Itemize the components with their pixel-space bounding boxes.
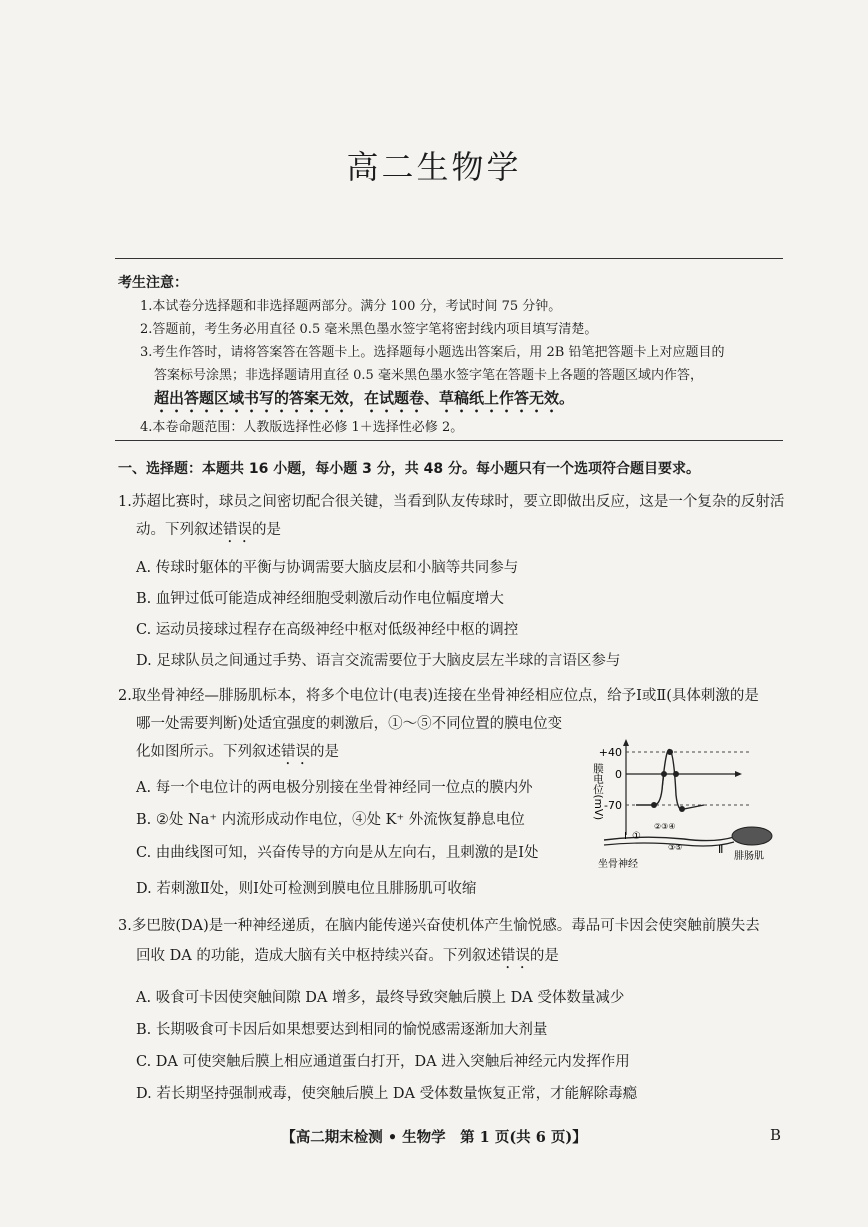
point-3 — [667, 749, 673, 755]
notice-item-4: 4.本卷命题范围：人教版选择性必修 1＋选择性必修 2。 — [140, 420, 464, 435]
label-sites-234: ②③④ — [654, 822, 676, 831]
y-axis-arrow — [623, 739, 629, 746]
label-site-1: ① — [632, 831, 641, 842]
notice-block — [118, 272, 788, 439]
action-potential-curve — [636, 750, 704, 810]
q3-option-a: A. 吸食可卡因使突触间隙 DA 增多，最终导致突触后膜上 DA 受体数量减少 — [136, 990, 625, 1006]
q2-option-c: C. 由曲线图可知，兴奋传导的方向是从左向右，且刺激的是Ⅰ处 — [136, 845, 539, 861]
q2-stem-line3 — [136, 740, 339, 768]
point-4 — [673, 771, 679, 777]
q1-emphasis: 错误 — [223, 522, 252, 538]
notice-heading: 考生注意： — [118, 275, 188, 291]
q3-option-d: D. 若长期坚持强制戒毒，使突触后膜上 DA 受体数量恢复正常，才能解除毒瘾 — [136, 1086, 638, 1102]
gastrocnemius-muscle — [732, 827, 772, 845]
tick-plus40: +40 — [598, 746, 622, 759]
point-1 — [651, 802, 657, 808]
label-stim-I: Ⅰ — [624, 831, 627, 842]
notice-item-3-emphasis: 超出答题区域书写的答案无效，在试题卷、草稿纸上作答无效。 — [154, 389, 575, 407]
q2-stem-line2: 哪一处需要判断)处适宜强度的刺激后，①～⑤不同位置的膜电位变 — [136, 716, 563, 732]
q2-option-a: A. 每一个电位计的两电极分别接在坐骨神经同一位点的膜内外 — [136, 780, 533, 796]
q3-stem-line1: 3.多巴胺(DA)是一种神经递质，在脑内能传递兴奋使机体产生愉悦感。毒品可卡因会使突触前膜失去 — [118, 918, 760, 934]
q1-option-d: D. 足球队员之间通过手势、语言交流需要位于大脑皮层左半球的言语区参与 — [136, 653, 621, 669]
q1-stem-line2 — [136, 518, 281, 546]
tick-zero: 0 — [615, 768, 622, 781]
q3-stem-text: 回收 DA 的功能，造成大脑有关中枢持续兴奋。下列叙述 — [136, 948, 501, 964]
tick-minus70: -70 — [604, 799, 622, 812]
q3-option-b: B. 长期吸食可卡因后如果想要达到相同的愉悦感需逐渐加大剂量 — [136, 1022, 548, 1038]
label-sites-35: ③⑤ — [668, 843, 683, 852]
label-muscle: 腓肠肌 — [734, 851, 764, 862]
q2-emphasis: 错误 — [281, 744, 310, 760]
paper-version-mark: B — [770, 1126, 782, 1144]
q2-stem-end: 的是 — [310, 744, 339, 760]
notice-item-3-cont: 答案标号涂黑；非选择题请用直径 0.5 毫米黑色墨水签字笔在答题卡上各题的答题区域内作答， — [154, 368, 703, 383]
page-footer: 【高二期末检测 • 生物学 第 1 页(共 6 页)】 — [281, 1129, 587, 1146]
q3-option-c: C. DA 可使突触后膜上相应通道蛋白打开，DA 进入突触后神经元内发挥作用 — [136, 1054, 630, 1070]
q3-emphasis: 错误 — [500, 948, 530, 964]
top-divider — [115, 258, 783, 259]
section-heading: 一、选择题：本题共 16 小题，每小题 3 分，共 48 分。每小题只有一个选项符合题目要求。 — [118, 461, 700, 477]
q1-stem-text: 动。下列叙述 — [136, 522, 223, 538]
page-title: 高二生物学 — [346, 148, 522, 186]
notice-divider — [115, 440, 783, 441]
q1-option-b: B. 血钾过低可能造成神经细胞受刺激后动作电位幅度增大 — [136, 591, 504, 607]
y-axis-label: 膜电位(mV) — [592, 763, 604, 821]
q3-stem-line2 — [136, 944, 559, 972]
label-stim-II: Ⅱ — [718, 843, 724, 856]
point-5 — [679, 806, 685, 812]
notice-item-2: 2.答题前，考生务必用直径 0.5 毫米黑色墨水签字笔将密封线内项目填写清楚。 — [140, 322, 598, 337]
q2-stem-line1: 2.取坐骨神经—腓肠肌标本，将多个电位计(电表)连接在坐骨神经相应位点，给予Ⅰ或Ⅱ(具体刺激的是 — [118, 688, 759, 704]
point-2 — [661, 771, 667, 777]
q2-option-d: D. 若刺激Ⅱ处，则Ⅰ处可检测到膜电位且腓肠肌可收缩 — [136, 881, 477, 897]
notice-item-3: 3.考生作答时，请将答案答在答题卡上。选择题每小题选出答案后，用 2B 铅笔把答题卡上对应题目的 — [140, 345, 725, 360]
q2-stem-text: 化如图所示。下列叙述 — [136, 744, 281, 760]
membrane-potential-figure — [584, 735, 784, 875]
x-axis-arrow — [735, 771, 742, 777]
q1-stem-end: 的是 — [252, 522, 281, 538]
label-sciatic-nerve: 坐骨神经 — [598, 859, 638, 870]
q1-stem-line1: 1.苏超比赛时，球员之间密切配合很关键，当看到队友传球时，要立即做出反应，这是一个复杂的反射活 — [118, 494, 785, 510]
q1-option-c: C. 运动员接球过程存在高级神经中枢对低级神经中枢的调控 — [136, 622, 519, 638]
notice-item-1: 1.本试卷分选择题和非选择题两部分。满分 100 分，考试时间 75 分钟。 — [140, 299, 562, 314]
q1-option-a: A. 传球时躯体的平衡与协调需要大脑皮层和小脑等共同参与 — [136, 560, 519, 576]
q2-option-b: B. ②处 Na⁺ 内流形成动作电位，④处 K⁺ 外流恢复静息电位 — [136, 812, 525, 828]
q3-stem-end: 的是 — [529, 948, 559, 964]
